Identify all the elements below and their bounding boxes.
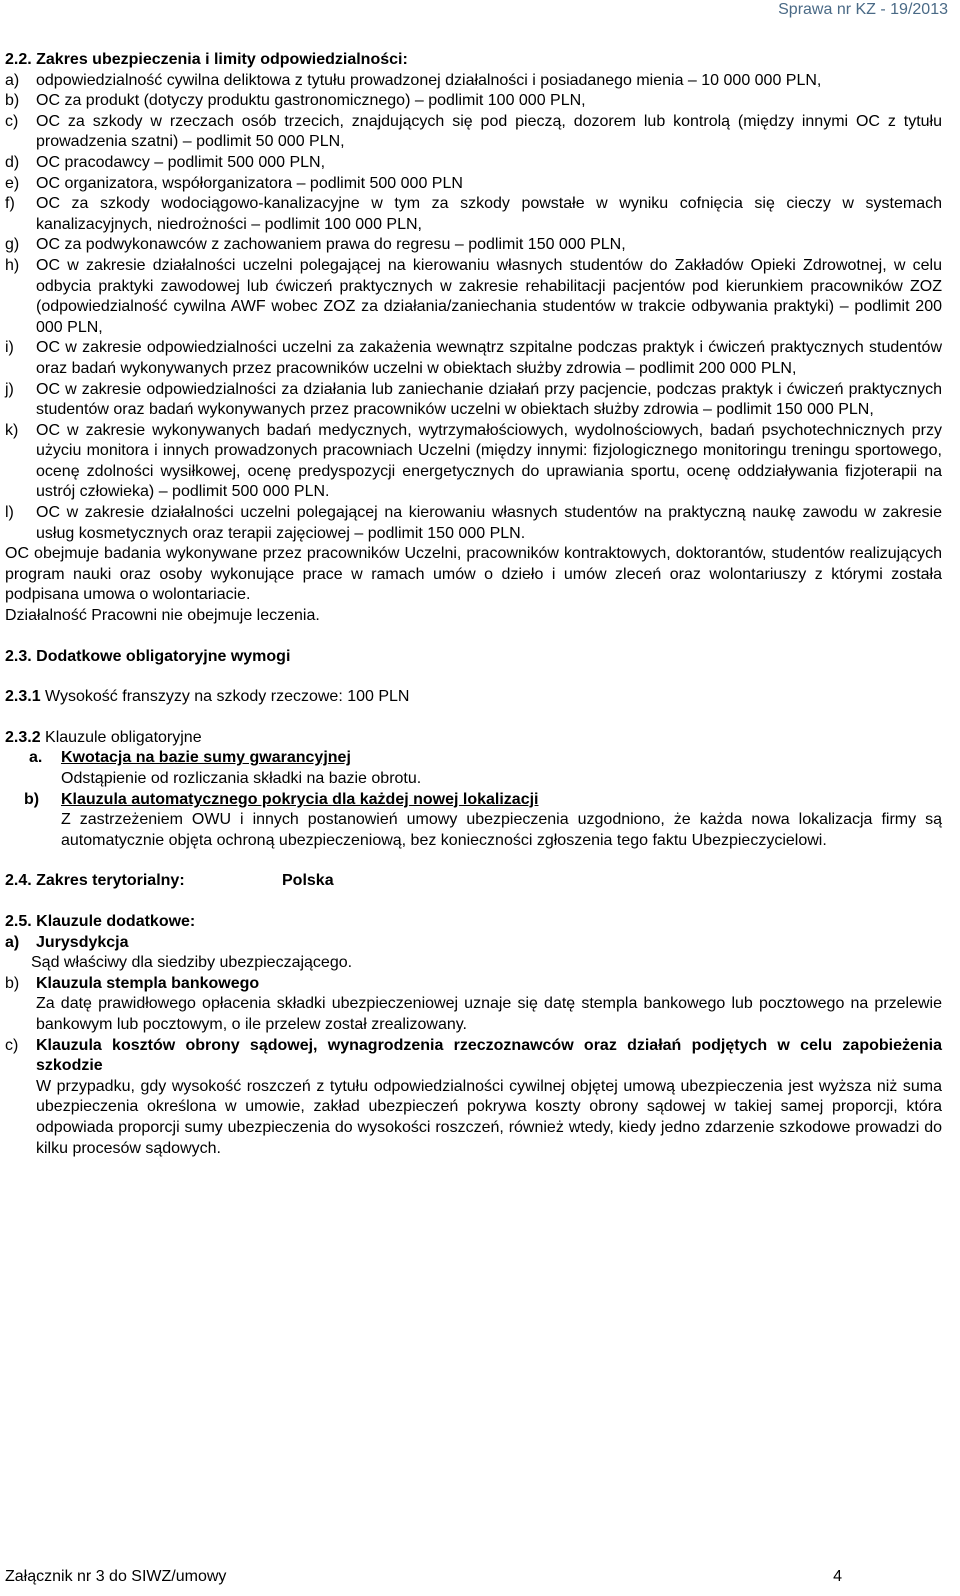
item-label: b)	[5, 92, 20, 110]
list-item	[5, 338, 942, 379]
list-item	[5, 235, 942, 256]
section-2-3-2	[5, 728, 942, 749]
clause-text: Sąd właściwy dla siedziby ubezpieczającego.	[31, 954, 353, 972]
case-number-header: Sprawa nr KZ - 19/2013	[778, 1, 948, 18]
territory-label: 2.4. Zakres terytorialny:	[5, 872, 185, 890]
item-label: c)	[5, 112, 19, 130]
clause-c	[5, 1036, 942, 1077]
item-label: k)	[5, 421, 19, 439]
section-number: 2.3.1	[5, 688, 41, 706]
clause-title: Jurysdykcja	[36, 933, 129, 951]
section-2-2-title: 2.2. Zakres ubezpieczenia i limity odpowiedzialności:	[5, 51, 408, 68]
clause-text: Odstąpienie od rozliczania składki na bazie obrotu.	[61, 770, 422, 787]
item-label: i)	[5, 339, 14, 357]
item-label: l)	[5, 504, 14, 522]
clause-b	[5, 974, 942, 995]
list-item	[5, 380, 942, 421]
clause-text: Z zastrzeżeniem OWU i innych postanowień umowy ubezpieczenia uzgodniono, że każda nowa lokalizacja firmy są automatycznie objęta ochroną ubezpieczeniową, bez konieczności zgłoszenia tego faktu Ubezpieczycielowi.	[61, 811, 942, 849]
item-text: OC za podwykonawców z zachowaniem prawa do regresu – podlimit 150 000 PLN,	[36, 236, 626, 254]
section-2-4	[5, 871, 942, 892]
franchise-text: Wysokość franszyzy na szkody rzeczowe: 100 PLN	[40, 688, 410, 706]
item-label: g)	[5, 236, 20, 254]
item-text: OC w zakresie wykonywanych badań medycznych, wytrzymałościowych, wydolnościowych, badań psychotechnicznych przy użyciu monitora i innych prowadzonych pracowniach Uczelni (między innymi: fizjologicznego monitoringu treningu sportowego, ocenę zdolności wysiłkowej, ocenę predyspozycji energetycznych do uprawiania sportu, ocenę oddziaływania fizjoterapii na ustrój człowieka) – podlimit 500 000 PLN.	[36, 421, 942, 501]
item-text: OC za produkt (dotyczy produktu gastronomicznego) – podlimit 100 000 PLN,	[36, 92, 586, 110]
section-2-3-title: 2.3. Dodatkowe obligatoryjne wymogi	[5, 647, 291, 665]
item-text: OC w zakresie działalności uczelni polegającej na kierowaniu własnych studentów na praktyczną naukę zawodu w zakresie usług kosmetycznych oraz terapii zajęciowej – podlimit 150 000 PLN.	[36, 504, 942, 542]
attachment-label: Załącznik nr 3 do SIWZ/umowy	[5, 1568, 227, 1585]
list-item	[5, 194, 942, 235]
list-item	[5, 421, 942, 503]
item-label: e)	[5, 174, 20, 192]
clause-label: a)	[5, 933, 20, 951]
item-label: a)	[5, 71, 20, 89]
item-text: OC w zakresie odpowiedzialności za działania lub zaniechanie działań przy pacjencie, podczas praktyk i ćwiczeń praktycznych studentów oraz badań wykonywanych przez pracowników uczelni w obiektach służby zdrowia – podlimit 150 000 PLN,	[36, 380, 942, 419]
exclusion-paragraph: Działalność Pracowni nie obejmuje leczenia.	[5, 607, 320, 625]
item-text: OC w zakresie odpowiedzialności uczelni za zakażenia wewnątrz szpitalne podczas praktyk i ćwiczeń praktycznych studentów oraz badań wykonywanych przez pracowników uczelni w obiektach służby zdrowia – podlimit 200 000 PLN,	[36, 339, 942, 377]
item-label: j)	[5, 380, 14, 398]
document-body	[5, 50, 942, 1159]
item-text: OC pracodawcy – podlimit 500 000 PLN,	[36, 153, 326, 171]
item-label: d)	[5, 153, 20, 171]
list-item	[5, 112, 942, 153]
clause-a	[5, 748, 942, 769]
clause-title: Klauzula automatycznego pokrycia dla każdej nowej lokalizacji	[61, 790, 539, 808]
coverage-paragraph: OC obejmuje badania wykonywane przez pracowników Uczelni, pracowników kontraktowych, doktorantów, studentów realizujących program nauki oraz osoby wykonujące prace w ramach umów o dzieło i umów zleceń oraz wolontariuszy z którymi została podpisana umowa o wolontariacie.	[5, 545, 942, 604]
clause-text: Za datę prawidłowego opłacenia składki ubezpieczeniowej uznaje się datę stempla bankowego lub pocztowego na przelewie bankowym lub pocztowym, o ile przelew został zrealizowany.	[36, 995, 942, 1033]
clauses-heading: Klauzule obligatoryjne	[40, 728, 202, 746]
list-item	[5, 91, 942, 112]
clause-b	[5, 790, 942, 811]
clause-label: b)	[5, 974, 20, 992]
clause-text: W przypadku, gdy wysokość roszczeń z tytułu odpowiedzialności cywilnej objętej umową ubezpieczenia jest wyższa niż suma ubezpieczenia określona w umowie, zakład ubezpieczeń pokrywa koszty obrony sądowej w takiej samej proporcji, która odpowiada proporcji sumy ubezpieczenia do wysokości roszczeń, również wtedy, kiedy jedno zdarzenie szkodowe prowadzi do kilku procesów sądowych.	[36, 1077, 942, 1157]
list-item	[5, 256, 942, 338]
clause-label: a.	[29, 749, 43, 767]
section-number: 2.3.2	[5, 728, 41, 746]
list-item	[5, 71, 942, 92]
clause-title: Klauzula kosztów obrony sądowej, wynagrodzenia rzeczoznawców oraz działań podjętych w celu zapobieżenia szkodzie	[36, 1036, 942, 1075]
item-label: f)	[5, 195, 15, 213]
page-number: 4	[833, 1568, 842, 1585]
item-text: OC za szkody wodociągowo-kanalizacyjne w tym za szkody powstałe w wyniku cofnięcia się cieczy w systemach kanalizacyjnych, niedrożności – podlimit 100 000 PLN,	[36, 195, 942, 233]
territory-value: Polska	[282, 872, 334, 890]
section-2-3-1	[5, 687, 942, 708]
section-2-5-title: 2.5. Klauzule dodatkowe:	[5, 912, 196, 930]
list-item	[5, 503, 942, 544]
item-text: odpowiedzialność cywilna deliktowa z tytułu prowadzonej działalności i posiadanego mienia – 10 000 000 PLN,	[36, 71, 822, 89]
list-item	[5, 153, 942, 174]
clause-label: c)	[5, 1036, 19, 1054]
item-text: OC organizatora, współorganizatora – podlimit 500 000 PLN	[36, 174, 463, 192]
clause-label: b)	[24, 790, 40, 808]
clause-title: Klauzula stempla bankowego	[36, 974, 260, 992]
clause-a	[5, 933, 942, 954]
clause-title: Kwotacja na bazie sumy gwarancyjnej	[61, 749, 351, 767]
item-text: OC za szkody w rzeczach osób trzecich, znajdujących się pod pieczą, dozorem lub kontrolą (między innymi OC z tytułu prowadzenia szatni) – podlimit 50 000 PLN,	[36, 112, 942, 151]
item-label: h)	[5, 256, 20, 274]
item-text: OC w zakresie działalności uczelni polegającej na kierowaniu własnych studentów do Zakładów Opieki Zdrowotnej, w celu odbycia praktyki zawodowej lub ćwiczeń praktycznych w zakresie rehabilitacji pacjentów pod kierunkiem pracowników ZOZ (odpowiedzialność cywilna AWF wobec ZOZ za działania/zaniechania studentów w trakcie odbywania praktyki) – podlimit 200 000 PLN,	[36, 256, 942, 336]
list-item	[5, 174, 942, 195]
